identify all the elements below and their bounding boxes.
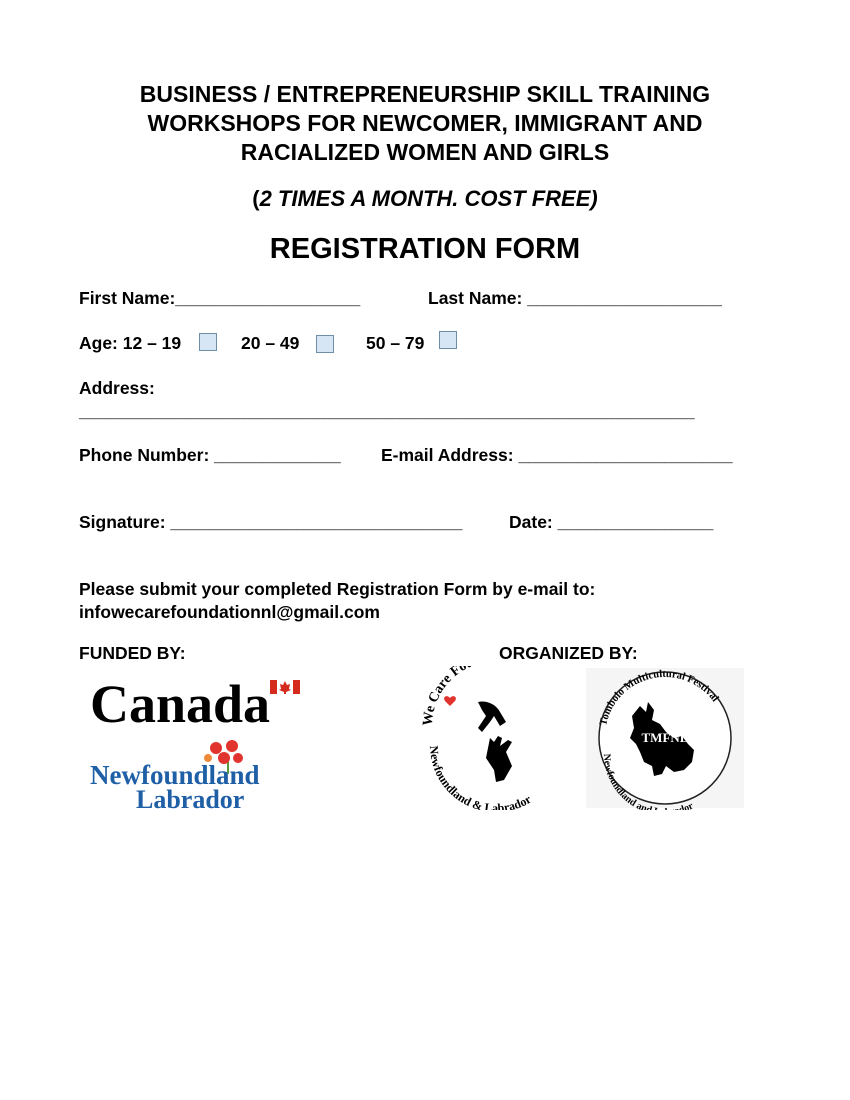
labrador-text: Labrador	[136, 785, 245, 812]
form-title: REGISTRATION FORM	[269, 233, 581, 265]
tmfnl-bottom-text: Newfoundland an or	[600, 753, 696, 810]
subtitle-text: 2 TIMES A MONTH. COST FREE)	[259, 186, 598, 211]
we-care-foundation-logo	[416, 666, 572, 810]
first-name-field[interactable]: First Name:___________________	[79, 288, 361, 308]
we-care-bottom-text: Newfoundland & Labrador	[426, 745, 534, 810]
last-name-field[interactable]: Last Name: ____________________	[428, 288, 722, 308]
email-field[interactable]: E-mail Address: ______________________	[381, 445, 733, 465]
submit-email[interactable]: infowecarefoundationnl@gmail.com	[79, 602, 380, 622]
age-20-49-label: 20 – 49	[241, 333, 300, 353]
organized-by-label: ORGANIZED BY:	[499, 643, 638, 663]
title-line-2: WORKSHOPS FOR NEWCOMER, IMMIGRANT AND	[147, 110, 703, 136]
newfoundland-labrador-logo	[88, 738, 350, 812]
canada-wordmark-svg	[88, 672, 318, 730]
date-field[interactable]: Date: ________________	[509, 512, 714, 532]
reaching-hands-icon	[478, 701, 512, 782]
address-field[interactable]: ______________________________________________________________	[79, 401, 695, 421]
title-line-3: RACIALIZED WOMEN AND GIRLS	[240, 139, 610, 165]
funded-by-label: FUNDED BY:	[79, 643, 186, 663]
tmfnl-top-text: Tombolo Multicultural Festival	[598, 668, 721, 727]
address-label: Address:	[79, 378, 155, 398]
age-20-49-checkbox[interactable]	[316, 335, 334, 353]
title-line-1: BUSINESS / ENTREPRENEURSHIP SKILL TRAINING	[139, 81, 711, 107]
newfoundland-text: Newfoundland	[90, 760, 260, 790]
age-50-79-checkbox[interactable]	[439, 331, 457, 349]
canada-flag-icon	[270, 680, 300, 694]
newfoundland-labrador-svg	[88, 738, 350, 812]
canada-wordmark-text: Canada	[90, 674, 271, 730]
phone-field[interactable]: Phone Number: _____________	[79, 445, 341, 465]
age-50-79-label: 50 – 79	[366, 333, 425, 353]
subtitle-open-paren: (	[252, 186, 260, 211]
we-care-foundation-svg	[416, 666, 572, 810]
tmfnl-logo	[582, 666, 748, 810]
tmfnl-center-text: TMFNL	[641, 730, 689, 745]
signature-field[interactable]: Signature: ______________________________	[79, 512, 463, 532]
tmfnl-svg	[582, 666, 748, 810]
we-care-top-text: We Care Fo	[420, 666, 470, 727]
age-12-19-checkbox[interactable]	[199, 333, 217, 351]
age-label: Age: 12 – 19	[79, 333, 182, 353]
canada-wordmark-logo	[88, 672, 318, 730]
submit-instructions: Please submit your completed Registration Form by e-mail to:	[79, 579, 596, 599]
heart-icon	[444, 696, 456, 706]
subtitle	[0, 186, 850, 212]
